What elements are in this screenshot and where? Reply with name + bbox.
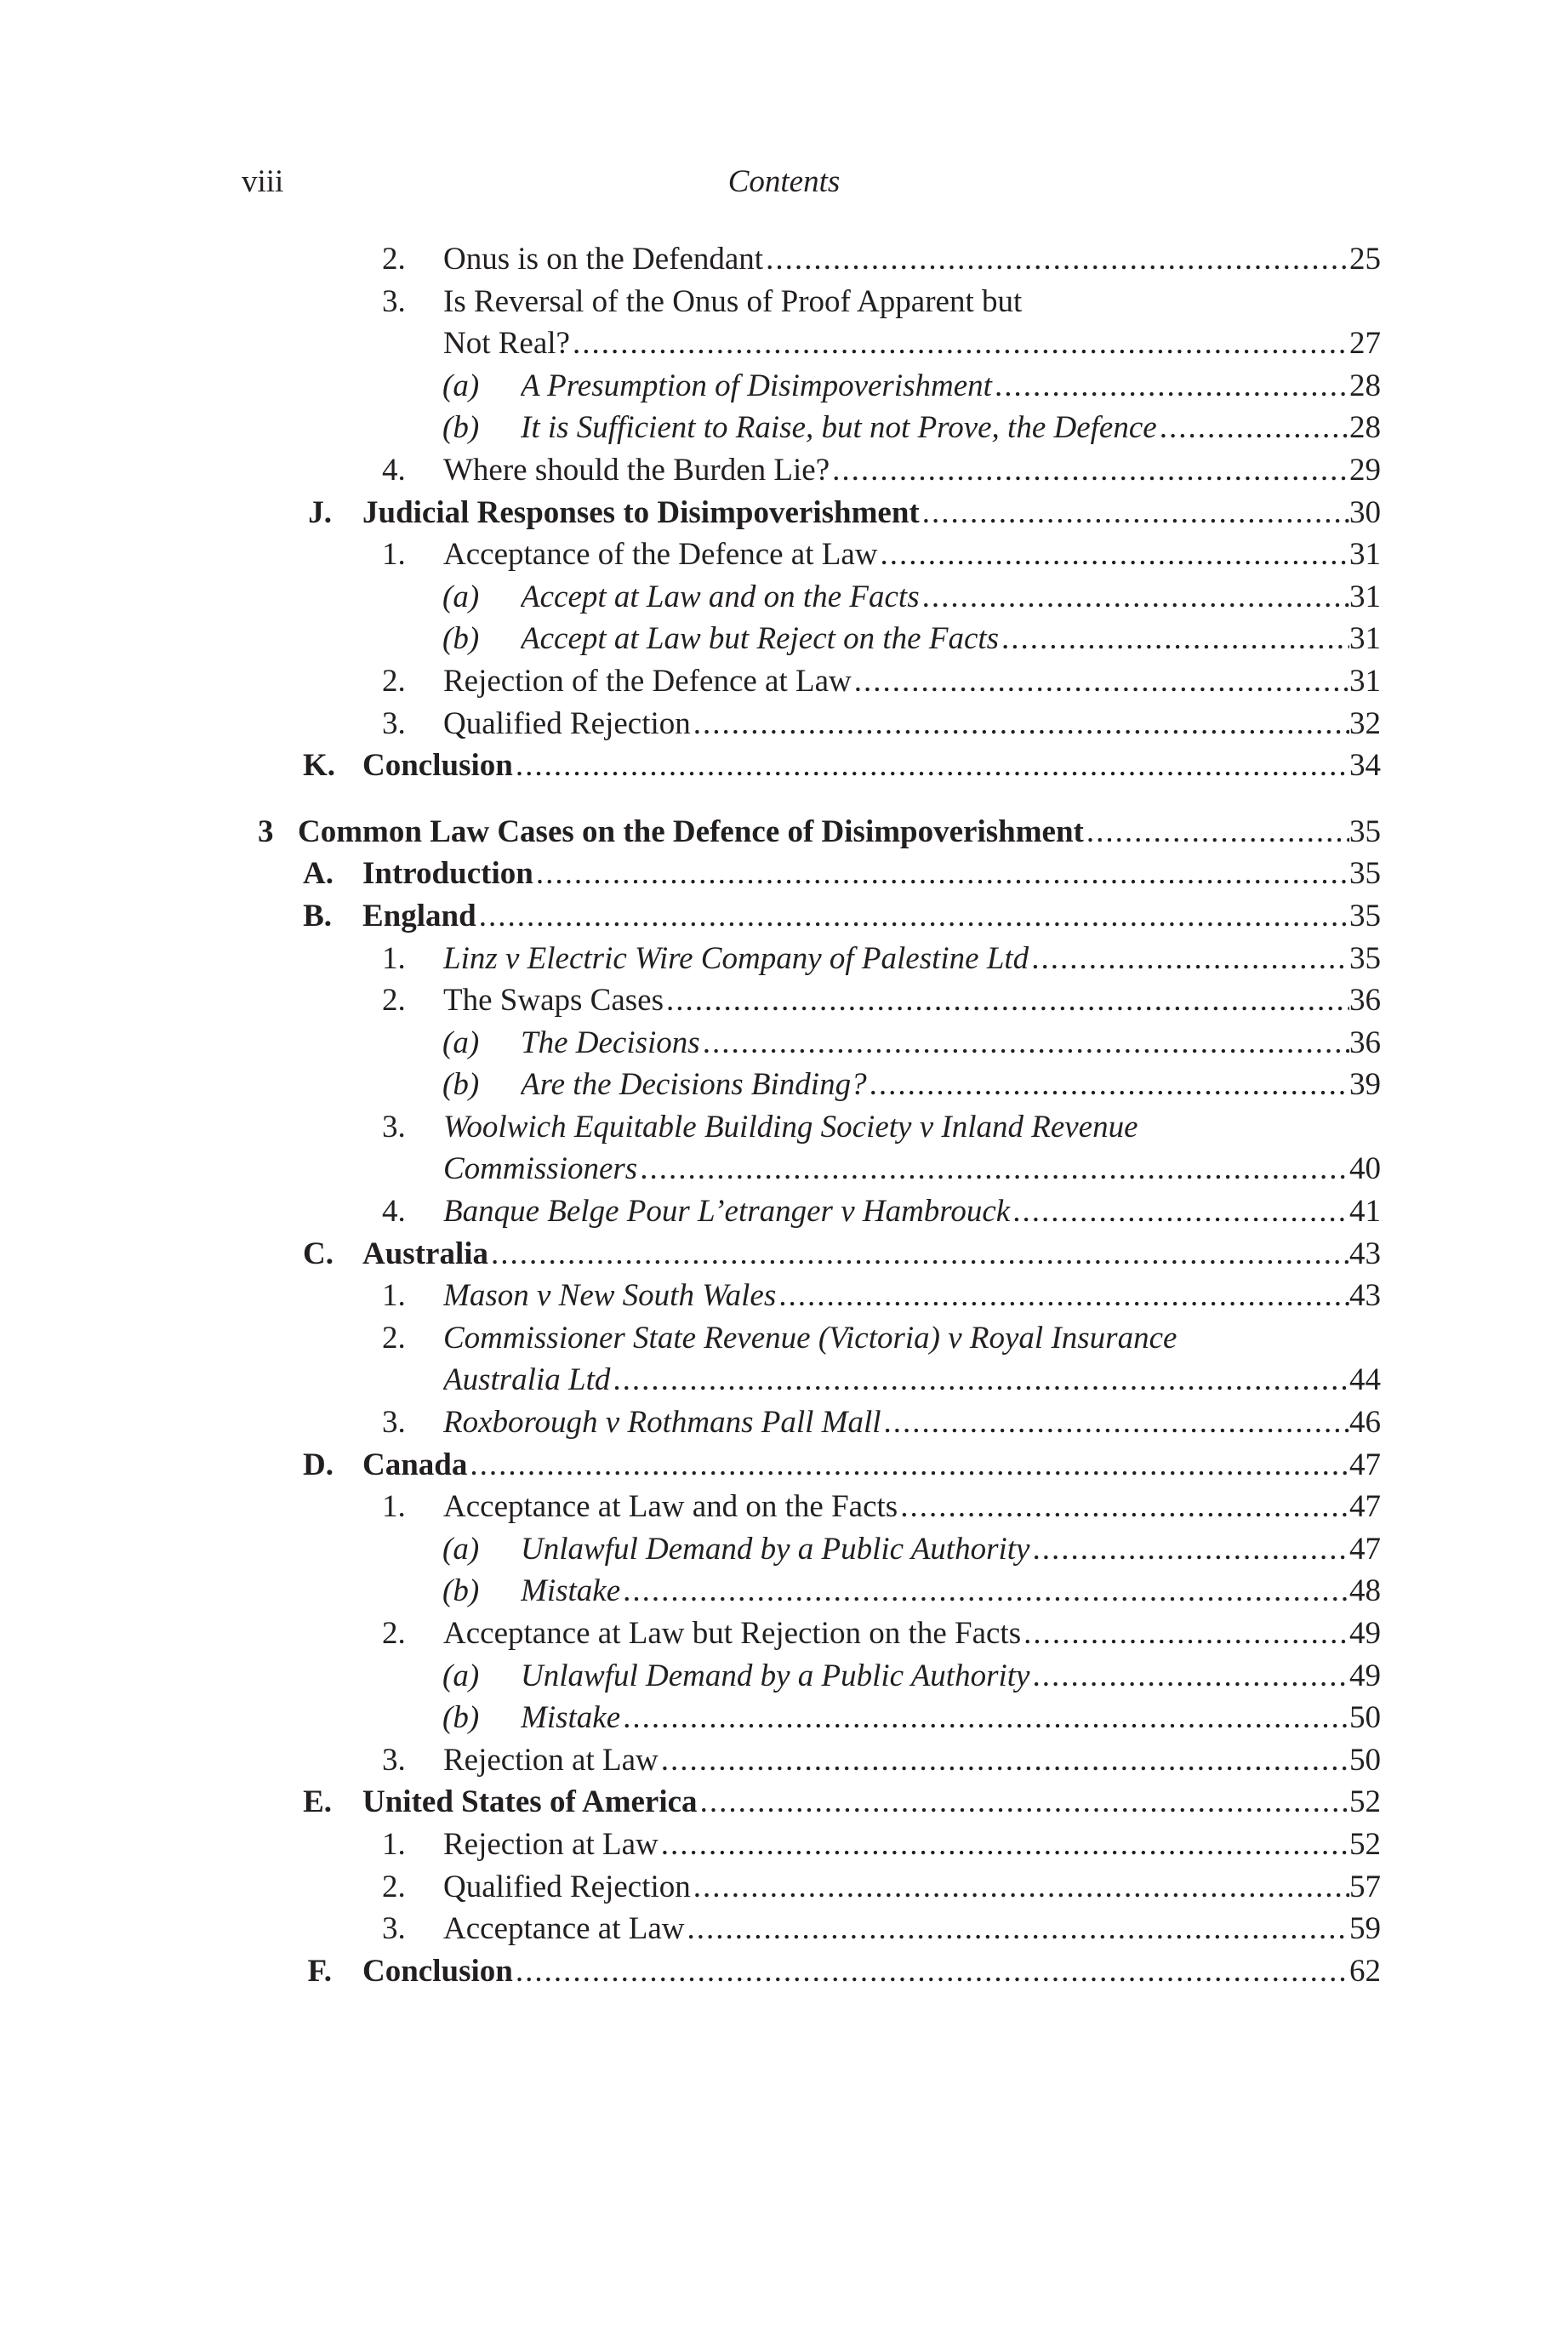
dot-leader xyxy=(661,1824,1349,1866)
toc-entry-number: 4. xyxy=(382,1194,406,1230)
toc-entry-line xyxy=(443,703,1381,745)
toc-entry-page: 52 xyxy=(1349,1826,1381,1862)
toc-entry-line xyxy=(521,1064,1381,1106)
toc-entry-title: Commissioner State Revenue (Victoria) v Royal Insurance xyxy=(443,1320,1177,1356)
toc-entry-page: 31 xyxy=(1349,621,1381,657)
toc-entry-number: (a) xyxy=(442,579,480,614)
toc-entry-title: Acceptance of the Defence at Law xyxy=(443,537,878,573)
toc-entry xyxy=(0,1486,1568,1528)
toc-entry-title: Rejection of the Defence at Law xyxy=(443,663,852,699)
toc-entry-title: Unlawful Demand by a Public Authority xyxy=(521,1531,1030,1567)
toc-entry xyxy=(0,1064,1568,1106)
toc-entry-number: (b) xyxy=(442,410,480,446)
toc-entry-title: Onus is on the Defendant xyxy=(443,242,764,277)
toc-entry-number: 1. xyxy=(382,1489,406,1525)
running-head xyxy=(0,160,1568,204)
toc-entry xyxy=(0,1022,1568,1065)
toc-entry-line xyxy=(362,745,1381,787)
toc-entry-page: 28 xyxy=(1349,368,1381,403)
toc-entry-number: 4. xyxy=(382,452,406,488)
toc-entry xyxy=(0,1824,1568,1866)
toc-entry xyxy=(0,703,1568,745)
toc-entry xyxy=(0,811,1568,853)
toc-entry-page: 52 xyxy=(1349,1784,1381,1820)
dot-leader xyxy=(613,1359,1349,1401)
dot-leader xyxy=(491,1233,1349,1276)
toc-entry-page: 50 xyxy=(1349,1700,1381,1736)
toc-entry-page: 30 xyxy=(1349,494,1381,530)
toc-entry-title: Woolwich Equitable Building Society v Inland Revenue xyxy=(443,1109,1138,1145)
toc-entry-line xyxy=(443,1106,1138,1149)
toc-entry-page: 48 xyxy=(1349,1573,1381,1609)
toc-entry-title: Where should the Burden Lie? xyxy=(443,452,830,488)
toc-entry xyxy=(0,1401,1568,1444)
toc-entry xyxy=(0,853,1568,895)
dot-leader xyxy=(880,534,1349,576)
toc-entry xyxy=(0,492,1568,534)
toc-entry-number: (b) xyxy=(442,621,480,657)
toc-entry-title: Qualified Rejection xyxy=(443,705,691,741)
toc-entry-page: 47 xyxy=(1349,1447,1381,1482)
toc-entry-number: (b) xyxy=(442,1573,480,1609)
toc-entry-title: Not Real? xyxy=(443,326,570,362)
toc-entry-title: The Decisions xyxy=(521,1025,700,1060)
dot-leader xyxy=(666,979,1349,1022)
dot-leader xyxy=(870,1064,1349,1106)
dot-leader xyxy=(884,1401,1349,1444)
toc-entry xyxy=(0,1233,1568,1276)
toc-entry-page: 41 xyxy=(1349,1194,1381,1230)
toc-entry-title: The Swaps Cases xyxy=(443,983,664,1019)
toc-entry-title: Acceptance at Law but Rejection on the Facts xyxy=(443,1616,1022,1651)
toc-entry-line xyxy=(362,1233,1381,1276)
toc-entry xyxy=(0,449,1568,492)
toc-entry-title: Australia Ltd xyxy=(443,1362,611,1398)
toc-entry-line xyxy=(443,1401,1381,1444)
toc-entry-page: 39 xyxy=(1349,1067,1381,1103)
toc-entry xyxy=(0,618,1568,660)
toc-entry-line xyxy=(362,1781,1381,1824)
dot-leader xyxy=(832,449,1349,492)
toc-entry-page: 36 xyxy=(1349,1025,1381,1060)
toc-entry-line xyxy=(362,492,1381,534)
toc-entry-page: 43 xyxy=(1349,1236,1381,1271)
toc-entry-line xyxy=(362,1950,1381,1993)
toc-entry-page: 35 xyxy=(1349,940,1381,976)
toc-entry-number: D. xyxy=(303,1447,334,1482)
toc-entry xyxy=(0,1106,1568,1149)
dot-leader xyxy=(1012,1190,1349,1233)
toc-entry-number: 2. xyxy=(382,663,406,699)
toc-entry-title: Accept at Law but Reject on the Facts xyxy=(521,621,1000,657)
toc-entry-line xyxy=(443,938,1381,980)
toc-entry-number: 3. xyxy=(382,283,406,319)
toc-entry-page: 35 xyxy=(1349,856,1381,892)
toc-entry-number: 1. xyxy=(382,1278,406,1314)
toc-entry-page: 40 xyxy=(1349,1151,1381,1187)
toc-entry-line xyxy=(521,576,1381,619)
toc-entry xyxy=(0,1950,1568,1993)
toc-entry-number: A. xyxy=(303,856,334,892)
toc-entry-page: 49 xyxy=(1349,1616,1381,1651)
toc-entry-page: 28 xyxy=(1349,410,1381,446)
toc-entry-number: 3 xyxy=(258,813,274,849)
toc-entry-page: 57 xyxy=(1349,1869,1381,1904)
toc-entry-page: 43 xyxy=(1349,1278,1381,1314)
toc-entry-number: 3. xyxy=(382,1911,406,1947)
toc-entry-number: 3. xyxy=(382,1742,406,1778)
toc-entry-line xyxy=(362,895,1381,938)
toc-entry-number: 2. xyxy=(382,1869,406,1904)
dot-leader xyxy=(700,1781,1349,1824)
toc-entry-title: Acceptance at Law xyxy=(443,1911,685,1947)
toc-entry-line xyxy=(521,1022,1381,1065)
dot-leader xyxy=(479,895,1349,938)
toc-entry xyxy=(0,1359,1568,1401)
toc-entry-page: 31 xyxy=(1349,663,1381,699)
toc-entry xyxy=(0,1528,1568,1571)
toc-entry-page: 31 xyxy=(1349,537,1381,573)
toc-entry xyxy=(0,895,1568,938)
toc-entry-page: 62 xyxy=(1349,1953,1381,1989)
toc-entry-number: (b) xyxy=(442,1700,480,1736)
toc-entry-title: Australia xyxy=(362,1236,488,1271)
toc-entry xyxy=(0,576,1568,619)
toc-entry-title: Commissioners xyxy=(443,1151,638,1187)
toc-entry-line xyxy=(298,811,1381,853)
toc-entry xyxy=(0,979,1568,1022)
toc-entry-page: 31 xyxy=(1349,579,1381,614)
toc-entry-line xyxy=(521,1655,1381,1698)
toc-entry-title: Common Law Cases on the Defence of Disimpoverishment xyxy=(298,813,1084,849)
toc-entry-number: K. xyxy=(303,748,336,784)
dot-leader xyxy=(1031,938,1349,980)
dot-leader xyxy=(1001,618,1349,660)
toc-entry-number: E. xyxy=(303,1784,332,1820)
toc-entry-title: Qualified Rejection xyxy=(443,1869,691,1904)
toc-entry-line xyxy=(443,534,1381,576)
toc-entry-line xyxy=(521,1697,1381,1739)
toc-entry xyxy=(0,1444,1568,1487)
dot-leader xyxy=(854,660,1349,703)
dot-leader xyxy=(693,1866,1349,1909)
toc-entry-page: 47 xyxy=(1349,1489,1381,1525)
toc-entry-title: Canada xyxy=(362,1447,468,1482)
page-number: viii xyxy=(242,164,284,199)
toc-entry-title: Unlawful Demand by a Public Authority xyxy=(521,1658,1030,1693)
toc-entry-page: 44 xyxy=(1349,1362,1381,1398)
toc-entry xyxy=(0,660,1568,703)
toc-entry-title: Roxborough v Rothmans Pall Mall xyxy=(443,1405,881,1441)
dot-leader xyxy=(922,492,1349,534)
toc-entry-number: 1. xyxy=(382,1826,406,1862)
toc-entry xyxy=(0,1275,1568,1317)
toc-entry-line xyxy=(443,1613,1381,1655)
dot-leader xyxy=(687,1908,1349,1950)
dot-leader xyxy=(640,1148,1349,1190)
toc-entry-page: 34 xyxy=(1349,748,1381,784)
toc-entry-number: B. xyxy=(303,898,332,933)
toc-entry-line xyxy=(443,323,1381,365)
toc-entry xyxy=(0,1148,1568,1190)
toc-entry-line xyxy=(443,1275,1381,1317)
toc-entry-title: Judicial Responses to Disimpoverishment xyxy=(362,494,920,530)
toc-entry xyxy=(0,745,1568,787)
toc-entry-line xyxy=(362,853,1381,895)
toc-entry xyxy=(0,407,1568,449)
toc-entry-number: 1. xyxy=(382,940,406,976)
toc-entry xyxy=(0,1781,1568,1824)
toc-entry-line xyxy=(362,1444,1381,1487)
toc-entry-number: 2. xyxy=(382,242,406,277)
table-of-contents xyxy=(0,238,1568,1992)
toc-entry-title: Introduction xyxy=(362,856,533,892)
dot-leader xyxy=(693,703,1349,745)
dot-leader xyxy=(922,576,1349,619)
toc-entry-title: Mistake xyxy=(521,1700,621,1736)
toc-entry xyxy=(0,938,1568,980)
toc-entry-line xyxy=(443,979,1381,1022)
dot-leader xyxy=(1086,811,1349,853)
toc-entry-line xyxy=(443,281,1022,323)
toc-entry-title: Accept at Law and on the Facts xyxy=(521,579,920,614)
toc-entry-line xyxy=(443,1908,1381,1950)
toc-entry-title: Mason v New South Wales xyxy=(443,1278,777,1314)
toc-entry xyxy=(0,1655,1568,1698)
toc-entry-title: Rejection at Law xyxy=(443,1826,659,1862)
toc-entry-title: Banque Belge Pour L’etranger v Hambrouck xyxy=(443,1194,1011,1230)
dot-leader xyxy=(703,1022,1349,1065)
dot-leader xyxy=(536,853,1349,895)
toc-entry-title: Is Reversal of the Onus of Proof Apparent but xyxy=(443,283,1023,319)
toc-entry-line xyxy=(443,449,1381,492)
toc-entry-line xyxy=(443,1486,1381,1528)
dot-leader xyxy=(573,323,1349,365)
toc-entry xyxy=(0,1570,1568,1613)
toc-entry-number: J. xyxy=(308,494,332,530)
toc-entry-page: 36 xyxy=(1349,983,1381,1019)
dot-leader xyxy=(661,1739,1349,1782)
toc-entry-title: Mistake xyxy=(521,1573,621,1609)
toc-entry-line xyxy=(443,1317,1177,1360)
dot-leader xyxy=(623,1697,1349,1739)
toc-entry-page: 47 xyxy=(1349,1531,1381,1567)
running-title: Contents xyxy=(727,164,841,199)
toc-entry-line xyxy=(443,1866,1381,1909)
toc-entry-line xyxy=(521,365,1381,408)
toc-entry-line xyxy=(443,1148,1381,1190)
dot-leader xyxy=(1160,407,1349,449)
toc-entry-number: 3. xyxy=(382,705,406,741)
toc-entry xyxy=(0,281,1568,323)
toc-entry-line xyxy=(521,407,1381,449)
dot-leader xyxy=(470,1444,1349,1487)
toc-entry-number: C. xyxy=(303,1236,334,1271)
toc-entry xyxy=(0,1908,1568,1950)
dot-leader xyxy=(623,1570,1349,1613)
toc-entry-page: 50 xyxy=(1349,1742,1381,1778)
toc-entry xyxy=(0,534,1568,576)
toc-entry xyxy=(0,1866,1568,1909)
toc-entry-title: A Presumption of Disimpoverishment xyxy=(521,368,992,403)
toc-entry-number: F. xyxy=(307,1953,332,1989)
toc-entry-line xyxy=(443,1739,1381,1782)
toc-entry-page: 27 xyxy=(1349,326,1381,362)
toc-entry-number: 2. xyxy=(382,1320,406,1356)
toc-entry-title: United States of America xyxy=(362,1784,698,1820)
toc-entry xyxy=(0,1317,1568,1360)
toc-entry-number: 1. xyxy=(382,537,406,573)
toc-entry-title: Linz v Electric Wire Company of Palestine Ltd xyxy=(443,940,1029,976)
toc-entry-title: It is Sufficient to Raise, but not Prove, the Defence xyxy=(521,410,1157,446)
dot-leader xyxy=(995,365,1349,408)
dot-leader xyxy=(1032,1655,1349,1698)
toc-entry-title: Conclusion xyxy=(362,1953,513,1989)
toc-entry-number: (a) xyxy=(442,368,480,403)
toc-entry-page: 25 xyxy=(1349,242,1381,277)
toc-entry-title: Rejection at Law xyxy=(443,1742,659,1778)
dot-leader xyxy=(1032,1528,1349,1571)
dot-leader xyxy=(1023,1613,1349,1655)
toc-entry-number: (b) xyxy=(442,1067,480,1103)
toc-entry-title: Conclusion xyxy=(362,748,513,784)
toc-entry xyxy=(0,1613,1568,1655)
toc-entry-number: 2. xyxy=(382,983,406,1019)
toc-entry-line xyxy=(443,238,1381,281)
toc-entry-page: 46 xyxy=(1349,1405,1381,1441)
toc-entry-title: Are the Decisions Binding? xyxy=(521,1067,867,1103)
toc-entry xyxy=(0,1190,1568,1233)
toc-entry-line xyxy=(443,1190,1381,1233)
toc-entry-number: (a) xyxy=(442,1531,480,1567)
toc-entry xyxy=(0,1739,1568,1782)
toc-entry-number: 3. xyxy=(382,1405,406,1441)
toc-entry-line xyxy=(521,1528,1381,1571)
toc-entry-title: England xyxy=(362,898,476,933)
toc-entry-number: (a) xyxy=(442,1025,480,1060)
toc-entry xyxy=(0,238,1568,281)
toc-entry xyxy=(0,323,1568,365)
toc-entry-number: 2. xyxy=(382,1616,406,1651)
dot-leader xyxy=(766,238,1349,281)
toc-entry-line xyxy=(521,1570,1381,1613)
dot-leader xyxy=(516,1950,1349,1993)
toc-entry-line xyxy=(443,1359,1381,1401)
toc-entry-page: 32 xyxy=(1349,705,1381,741)
toc-entry-line xyxy=(443,660,1381,703)
toc-entry-page: 35 xyxy=(1349,813,1381,849)
toc-entry xyxy=(0,365,1568,408)
toc-entry-page: 49 xyxy=(1349,1658,1381,1693)
dot-leader xyxy=(778,1275,1349,1317)
toc-entry-line xyxy=(443,1824,1381,1866)
toc-entry-number: (a) xyxy=(442,1658,480,1693)
dot-leader xyxy=(900,1486,1349,1528)
toc-entry-title: Acceptance at Law and on the Facts xyxy=(443,1489,898,1525)
toc-entry-page: 29 xyxy=(1349,452,1381,488)
toc-entry-page: 35 xyxy=(1349,898,1381,933)
toc-entry-page: 59 xyxy=(1349,1911,1381,1947)
toc-entry xyxy=(0,1697,1568,1739)
toc-entry-number: 3. xyxy=(382,1109,406,1145)
dot-leader xyxy=(516,745,1349,787)
toc-entry-line xyxy=(521,618,1381,660)
